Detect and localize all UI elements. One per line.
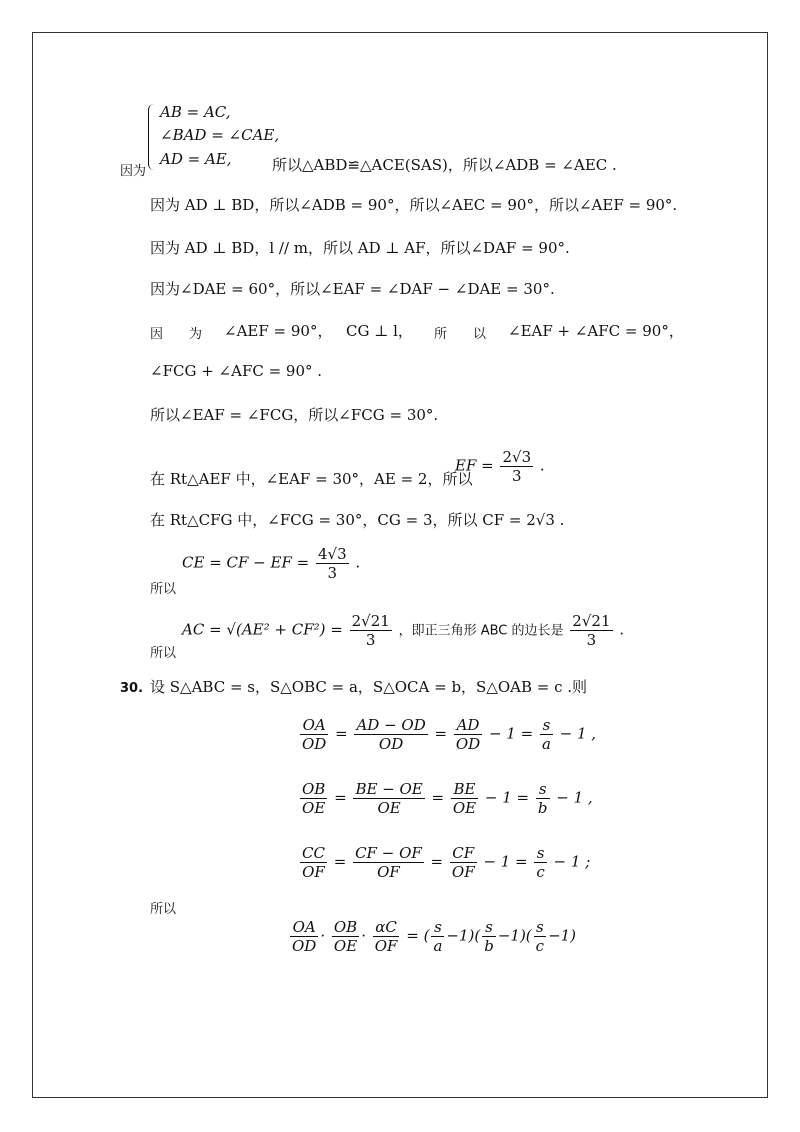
proof-line-11-so: 所以 — [150, 646, 177, 661]
q30-so: 所以 — [150, 902, 177, 917]
fin-n5: s — [482, 918, 496, 937]
eq1-d3: OD — [455, 735, 481, 753]
eq3-d3: OF — [451, 863, 475, 881]
ce-numerator: 4√3 — [318, 545, 347, 563]
ef-numerator: 2√3 — [502, 448, 532, 466]
eq1-n3: AD — [454, 716, 482, 735]
fin-d2: OE — [333, 937, 358, 955]
side-fraction — [570, 612, 612, 649]
fin-d3: OF — [374, 937, 398, 955]
eq2-d1: OE — [302, 799, 326, 817]
ratio-eq-3: $\frac{CC}{OF}$ = $\frac{CF - OF}{OF}$ = $\frac{CF}{OF}$ − 1 = $\frac{s}{c}$ − 1 ; — [302, 844, 591, 881]
eq1-n1: OA — [300, 716, 328, 735]
eq3-n1: CC — [302, 844, 325, 862]
ac-denominator: 3 — [365, 631, 376, 649]
proof-line-6: ∠FCG + ∠AFC = 90° . — [150, 362, 323, 380]
fin-d1: OD — [292, 937, 317, 955]
eq2-d4: b — [537, 799, 548, 817]
ce-denominator: 3 — [327, 564, 338, 582]
ce-expression: CE = CF − EF = $\frac{4√3}{3}$ . — [182, 545, 361, 582]
eq2-d3: OE — [452, 799, 477, 817]
fin-n6: s — [534, 918, 546, 937]
eq2-n4: s — [536, 780, 550, 799]
eq3-n3: CF — [450, 844, 477, 863]
proof-line-2: 因为 AD ⊥ BD，所以∠ADB = 90°，所以∠AEC = 90°，所以∠AEF = 90°. — [150, 196, 678, 214]
eq3-d2: OF — [377, 863, 400, 881]
fin-d5: b — [484, 937, 494, 955]
question-30-intro: 设 S△ABC = s，S△OBC = a，S△OCA = b，S△OAB = c .则 — [150, 678, 588, 696]
eq1-d1: OD — [302, 735, 327, 753]
proof-line-4: 因为∠DAE = 60°，所以∠EAF = ∠DAF − ∠DAE = 30°. — [150, 280, 555, 298]
congruence-line: 所以△ABD≌△ACE(SAS)，所以∠ADB = ∠AEC . — [272, 156, 617, 174]
eq2-n2: BE − OE — [355, 780, 423, 798]
proof-line-5-perp: CG ⊥ l， — [346, 322, 413, 340]
question-30-number: 30. — [120, 681, 144, 696]
eq1-n2: AD − OD — [356, 716, 426, 734]
proof-line-8: 在 Rt△AEF 中，∠EAF = 30°，AE = 2，所以 — [150, 470, 473, 488]
system-row-2: ∠BAD = ∠CAE, — [160, 126, 280, 144]
fin-n3: αC — [373, 918, 400, 937]
side-numerator: 2√21 — [572, 612, 611, 630]
eq2-n1: OB — [302, 780, 326, 798]
fin-n2: OB — [333, 918, 358, 936]
proof-line-7: 所以∠EAF = ∠FCG，所以∠FCG = 30°. — [150, 406, 439, 424]
because-prefix: 因为 — [120, 164, 147, 179]
system-row-1: AB = AC, — [160, 103, 231, 121]
proof-line-5-because: 因 为 — [150, 327, 203, 342]
ratio-eq-1: $\frac{OA}{OD}$ = $\frac{AD - OD}{OD}$ = $\frac{AD}{OD}$ − 1 = $\frac{s}{a}$ − 1 , — [302, 716, 597, 753]
eq3-d4: c — [536, 863, 545, 881]
proof-line-5-angle: ∠AEF = 90°， — [224, 322, 333, 340]
eq2-n3: BE — [451, 780, 478, 799]
eq2-d2: OE — [377, 799, 401, 817]
ce-fraction — [316, 545, 349, 582]
system-brace — [148, 104, 155, 170]
eq1-d4: a — [541, 735, 551, 753]
ac-label: AC = √(AE² + CF²) = — [182, 620, 343, 639]
ef-denominator: 3 — [512, 467, 522, 485]
fin-n4: s — [431, 918, 444, 937]
product-equation: $\frac{OA}{OD}$ · $\frac{OB}{OE}$ · $\frac{\alpha C}{OF}$ = ( $\frac{s}{a}$ −1)( $\frac{s}{b}$ −1)( $\frac{s}{c}$ −1) — [292, 918, 577, 955]
eq1-d2: OD — [378, 735, 404, 753]
ef-fraction — [500, 448, 533, 485]
ac-expression: AC = √(AE² + CF²) = $\frac{2√21}{3}$ ，即正三角形 ABC 的边长是 $\frac{2√21}{3}$ . — [182, 612, 625, 649]
side-denominator: 3 — [586, 631, 597, 649]
ratio-eq-2: $\frac{OB}{OE}$ = $\frac{BE - OE}{OE}$ = $\frac{BE}{OE}$ − 1 = $\frac{s}{b}$ − 1 , — [302, 780, 593, 817]
system-row-3: AD = AE, — [160, 150, 232, 168]
eq3-n2: CF − OF — [355, 844, 422, 862]
fin-d6: c — [535, 937, 545, 955]
proof-line-5-so: 所 以 — [434, 327, 487, 342]
ac-conclusion: ，即正三角形 ABC 的边长是 — [398, 623, 564, 639]
eq3-d1: OF — [302, 863, 325, 881]
proof-line-5-sum: ∠EAF + ∠AFC = 90°， — [508, 322, 684, 340]
ac-fraction — [350, 612, 392, 649]
ef-expression: EF = $\frac{2√3}{3}$ . — [455, 448, 545, 485]
fin-d4: a — [433, 937, 443, 955]
ce-label: CE = CF − EF = — [182, 553, 310, 572]
ac-numerator: 2√21 — [351, 612, 390, 630]
eq1-n4: s — [540, 716, 553, 735]
fin-n1: OA — [290, 918, 318, 937]
proof-line-10-so: 所以 — [150, 582, 177, 597]
eq3-n4: s — [534, 844, 546, 863]
proof-line-9: 在 Rt△CFG 中，∠FCG = 30°，CG = 3，所以 CF = 2√3 . — [150, 511, 565, 529]
ef-label: EF = — [455, 456, 494, 475]
proof-line-3: 因为 AD ⊥ BD，l // m，所以 AD ⊥ AF，所以∠DAF = 90°. — [150, 239, 570, 257]
